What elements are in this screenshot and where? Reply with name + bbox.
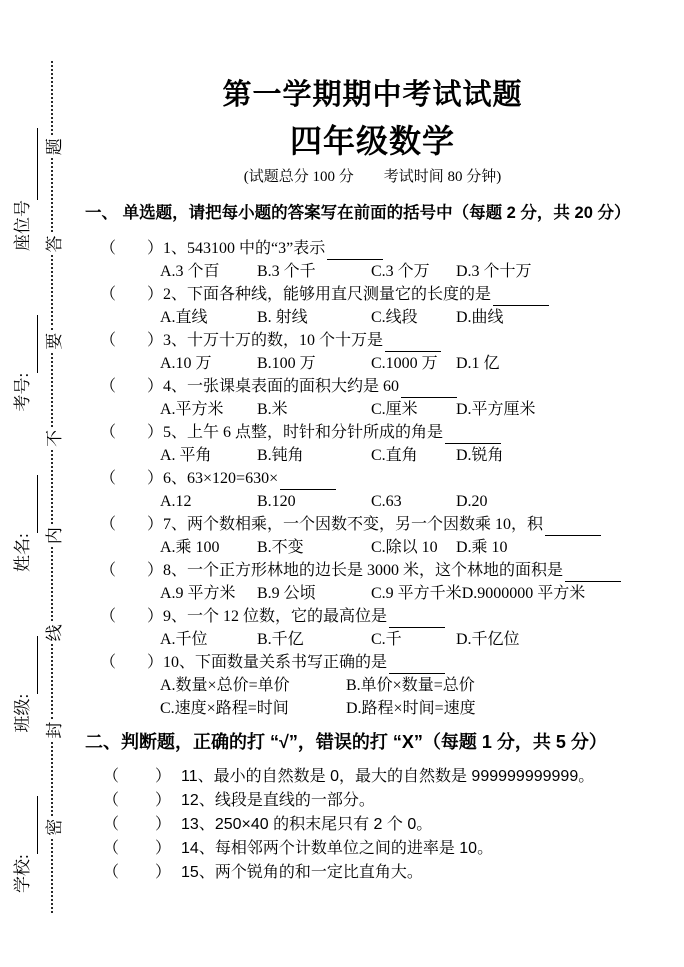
exam-content (85, 0, 660, 885)
answer-blank-line (493, 286, 549, 306)
question-block (85, 283, 660, 329)
seal-field-label: 班级: (13, 693, 32, 733)
seal-field-blank (13, 636, 38, 694)
option-item: D.千亿位 (456, 631, 520, 648)
judgement-question-text: 12、线段是直线的一部分。 (181, 792, 375, 809)
question-block (85, 421, 660, 467)
question-stem-line (100, 283, 660, 306)
option-row (160, 398, 660, 421)
option-item: C.9 平方千米 (371, 585, 462, 602)
option-item: A.平方米 (160, 401, 224, 418)
answer-bracket-close: ） (147, 608, 164, 625)
option-item: A.直线 (160, 309, 208, 326)
question-stem-line (100, 559, 660, 582)
seal-dotted-segment (51, 644, 53, 718)
option-item: B.钝角 (257, 447, 304, 464)
option-item: D.3 个十万 (456, 263, 532, 280)
seal-student-fields (8, 128, 38, 893)
answer-bracket-open: （ (100, 286, 117, 303)
question-stem-line (100, 651, 660, 674)
seal-field (8, 796, 38, 893)
seal-char: 不 (44, 429, 64, 447)
answer-bracket-open: （ (100, 240, 117, 257)
option-item: D.9000000 平方米 (461, 585, 586, 602)
option-row (160, 260, 660, 283)
judgement-question-text: 14、每相邻两个计数单位之间的进率是 10。 (181, 840, 494, 857)
seal-char: 答 (44, 235, 64, 253)
section1-heading: 一、 单选题，请把每小题的答案写在前面的括号中（每题 2 分，共 20 分） (85, 204, 631, 222)
option-item: D.平方厘米 (456, 401, 536, 418)
question-stem-line (100, 513, 660, 536)
judgement-question-line (103, 789, 660, 813)
judgement-question-line (103, 813, 660, 837)
option-item: B.米 (257, 401, 288, 418)
option-item: B.100 万 (257, 355, 316, 372)
option-item: C.速度×路程=时间 (160, 700, 289, 717)
question-stem-line (100, 237, 660, 260)
seal-field-blank (13, 315, 38, 373)
seal-char: 要 (44, 332, 64, 350)
question-stem: 10、下面数量关系书写正确的是 (163, 654, 388, 671)
option-item: B. 射线 (257, 309, 308, 326)
option-row (160, 490, 660, 513)
answer-bracket-close: ） (147, 378, 164, 395)
single-choice-questions (85, 237, 660, 720)
seal-field-label: 座位号 (13, 200, 32, 251)
option-item: D.1 亿 (456, 355, 500, 372)
option-item: C.除以 10 (371, 539, 438, 556)
judgement-question-line (103, 837, 660, 861)
option-item: C.3 个万 (371, 263, 430, 280)
judgement-question-line (103, 765, 660, 789)
answer-bracket-open: （ (103, 792, 120, 809)
answer-bracket-close: ） (147, 654, 164, 671)
answer-blank-line (389, 608, 445, 628)
seal-char: 内 (44, 527, 64, 545)
answer-bracket-open: （ (100, 654, 117, 671)
seal-char: 题 (44, 138, 64, 156)
judgement-question-text: 11、最小的自然数是 0，最大的自然数是 999999999999。 (181, 768, 595, 785)
answer-bracket-open: （ (100, 562, 117, 579)
option-item: C.直角 (371, 447, 418, 464)
option-row (160, 444, 660, 467)
option-item: C.63 (371, 493, 402, 510)
question-block (85, 559, 660, 605)
judgement-questions (85, 765, 660, 885)
option-row (160, 352, 660, 375)
option-item: B.120 (257, 493, 296, 510)
answer-bracket-close: ） (147, 240, 164, 257)
answer-bracket-open: （ (103, 864, 120, 881)
question-stem-line (100, 421, 660, 444)
answer-bracket-open: （ (103, 840, 120, 857)
answer-bracket-open: （ (100, 608, 117, 625)
question-stem-line (100, 605, 660, 628)
seal-dotted-segment (51, 61, 53, 135)
option-row (160, 674, 660, 720)
question-stem-line (100, 375, 660, 398)
seal-dotted-segment (51, 742, 53, 816)
question-stem: 7、两个数相乘，一个因数不变，另一个因数乘 10，积 (163, 516, 544, 533)
option-item: A.数量×总价=单价 (160, 677, 290, 694)
seal-field-blank (13, 128, 38, 200)
option-item: D.锐角 (456, 447, 504, 464)
seal-field (8, 128, 38, 251)
answer-bracket-close: ） (147, 470, 164, 487)
option-item: D.20 (456, 493, 488, 510)
answer-bracket-close: ） (155, 864, 172, 881)
answer-bracket-open: （ (100, 332, 117, 349)
answer-bracket-close: ） (147, 562, 164, 579)
option-row (160, 306, 660, 329)
question-block (85, 375, 660, 421)
answer-bracket-open: （ (100, 378, 117, 395)
seal-dotted-segment (51, 839, 53, 913)
option-item: B.9 公顷 (257, 585, 316, 602)
question-block (85, 467, 660, 513)
seal-field-label: 姓名: (13, 533, 32, 572)
judgement-question-text: 15、两个锐角的和一定比直角大。 (181, 864, 423, 881)
seal-dotted-segment (51, 547, 53, 621)
question-block (85, 513, 660, 559)
seal-dotted-line (41, 58, 63, 916)
answer-bracket-close: ） (155, 840, 172, 857)
answer-bracket-open: （ (103, 816, 120, 833)
question-stem: 4、一张课桌表面的面积大约是 60 (163, 378, 400, 395)
answer-blank-line (445, 424, 501, 444)
option-item: C.厘米 (371, 401, 418, 418)
answer-blank-line (545, 516, 601, 536)
option-item: A.9 平方米 (160, 585, 236, 602)
answer-blank-line (327, 240, 383, 260)
question-stem: 3、十万十万的数，10 个十万是 (163, 332, 384, 349)
answer-blank-line (389, 654, 445, 674)
answer-bracket-open: （ (103, 768, 120, 785)
question-stem-line (100, 467, 660, 490)
question-stem-line (100, 329, 660, 352)
exam-score-time-note: (试题总分 100 分 考试时间 80 分钟) (243, 169, 502, 185)
option-item: A.10 万 (160, 355, 212, 372)
seal-field (8, 636, 38, 733)
option-item: D.曲线 (456, 309, 504, 326)
option-item: A.乘 100 (160, 539, 220, 556)
option-item: A.千位 (160, 631, 208, 648)
answer-bracket-close: ） (147, 332, 164, 349)
question-stem: 1、543100 中的“3”表示 (163, 240, 326, 257)
answer-blank-line (401, 378, 457, 398)
option-row (160, 536, 660, 559)
seal-field-label: 考号: (13, 372, 32, 412)
option-item: A.12 (160, 493, 192, 510)
option-item: A.3 个百 (160, 263, 220, 280)
answer-bracket-close: ） (155, 816, 172, 833)
seal-field-label: 学校: (13, 854, 32, 893)
seal-dotted-segment (51, 255, 53, 329)
answer-bracket-close: ） (147, 516, 164, 533)
section2-heading: 二、判断题，正确的打 “√”，错误的打 “X”（每题 1 分，共 5 分） (85, 732, 607, 752)
seal-dotted-segment (51, 353, 53, 427)
question-stem: 6、63×120=630× (163, 470, 279, 487)
answer-bracket-close: ） (147, 286, 164, 303)
option-item: B.3 个千 (257, 263, 316, 280)
seal-field (8, 475, 38, 572)
question-block (85, 605, 660, 651)
seal-dotted-segment (51, 450, 53, 524)
question-block (85, 651, 660, 720)
answer-bracket-close: ） (155, 768, 172, 785)
seal-char: 密 (44, 818, 64, 836)
option-item: B.千亿 (257, 631, 304, 648)
answer-bracket-open: （ (100, 424, 117, 441)
exam-title: 第一学期期中考试试题 (222, 79, 523, 111)
seal-char: 线 (44, 624, 64, 642)
option-row (160, 628, 660, 651)
answer-bracket-close: ） (147, 424, 164, 441)
answer-bracket-close: ） (155, 792, 172, 809)
answer-blank-line (565, 562, 621, 582)
seal-field-blank (13, 796, 38, 854)
option-item: D.路程×时间=速度 (346, 700, 476, 717)
question-stem: 9、一个 12 位数，它的最高位是 (163, 608, 388, 625)
option-item: B.单价×数量=总价 (346, 677, 475, 694)
option-item: D.乘 10 (456, 539, 508, 556)
option-item: A. 平角 (160, 447, 212, 464)
question-block (85, 237, 660, 283)
option-item: C.1000 万 (371, 355, 438, 372)
judgement-question-line (103, 861, 660, 885)
answer-blank-line (280, 470, 336, 490)
answer-bracket-open: （ (100, 470, 117, 487)
question-stem: 5、上午 6 点整，时针和分针所成的角是 (163, 424, 444, 441)
question-stem: 8、一个正方形林地的边长是 3000 米，这个林地的面积是 (163, 562, 564, 579)
option-item: C.线段 (371, 309, 418, 326)
option-item: C.千 (371, 631, 402, 648)
seal-dotted-segment (51, 158, 53, 232)
seal-char: 封 (44, 721, 64, 739)
answer-bracket-open: （ (100, 516, 117, 533)
question-block (85, 329, 660, 375)
exam-subject-title: 四年级数学 (289, 123, 455, 159)
judgement-question-text: 13、250×40 的积末尾只有 2 个 0。 (181, 816, 433, 833)
seal-field-blank (13, 475, 38, 533)
answer-blank-line (385, 332, 441, 352)
question-stem: 2、下面各种线，能够用直尺测量它的长度的是 (163, 286, 492, 303)
seal-field (8, 315, 38, 412)
option-item: B.不变 (257, 539, 304, 556)
option-row (160, 582, 660, 605)
